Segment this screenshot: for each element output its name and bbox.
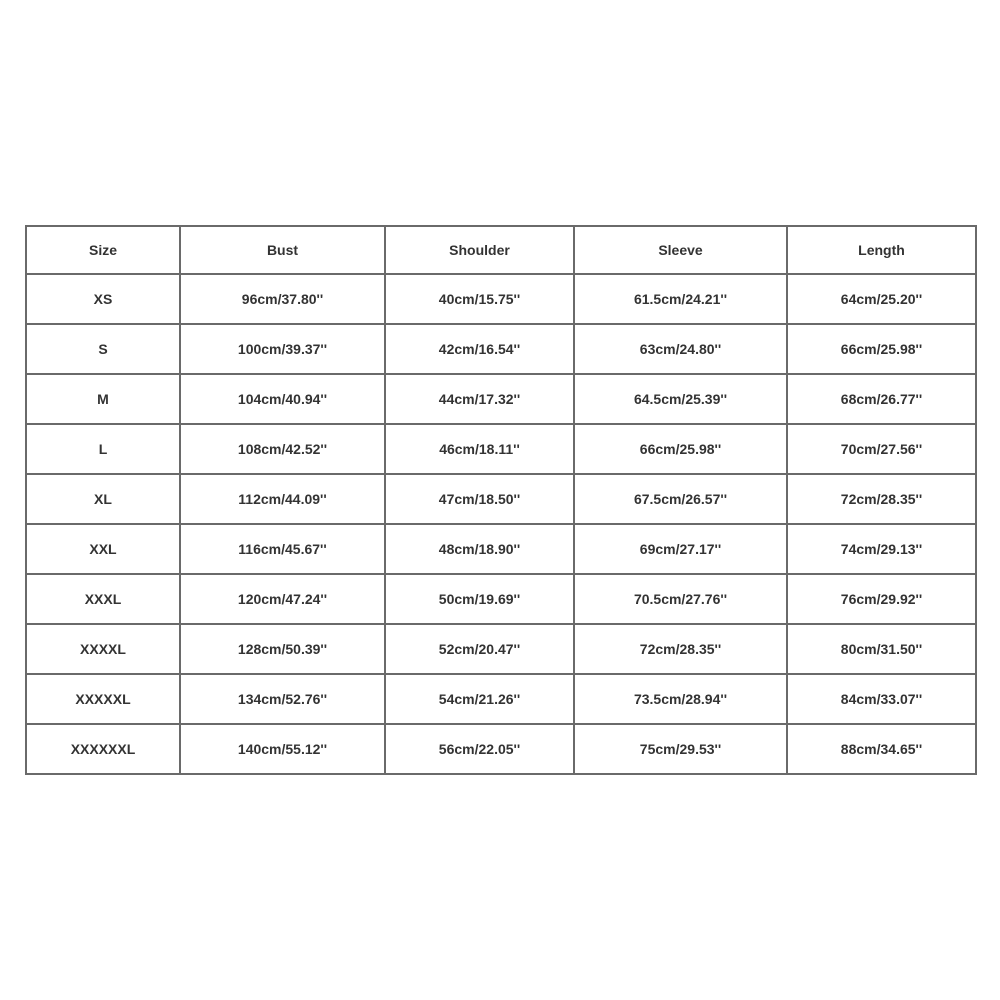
- cell-length: 70cm/27.56'': [787, 424, 976, 474]
- cell-sleeve: 63cm/24.80'': [574, 324, 787, 374]
- cell-length: 68cm/26.77'': [787, 374, 976, 424]
- cell-sleeve: 72cm/28.35'': [574, 624, 787, 674]
- size-chart-table: [25, 225, 977, 775]
- cell-sleeve: 66cm/25.98'': [574, 424, 787, 474]
- cell-shoulder: 40cm/15.75'': [385, 274, 574, 324]
- cell-length: 66cm/25.98'': [787, 324, 976, 374]
- cell-shoulder: 48cm/18.90'': [385, 524, 574, 574]
- cell-size: M: [26, 374, 180, 424]
- cell-bust: 96cm/37.80'': [180, 274, 385, 324]
- cell-shoulder: 54cm/21.26'': [385, 674, 574, 724]
- cell-bust: 104cm/40.94'': [180, 374, 385, 424]
- cell-size: XXXXXXL: [26, 724, 180, 774]
- column-header-sleeve: Sleeve: [574, 226, 787, 274]
- table-row: [26, 674, 976, 724]
- column-header-size: Size: [26, 226, 180, 274]
- table-row: [26, 524, 976, 574]
- cell-length: 64cm/25.20'': [787, 274, 976, 324]
- cell-bust: 134cm/52.76'': [180, 674, 385, 724]
- cell-size: L: [26, 424, 180, 474]
- cell-bust: 116cm/45.67'': [180, 524, 385, 574]
- cell-sleeve: 64.5cm/25.39'': [574, 374, 787, 424]
- cell-bust: 120cm/47.24'': [180, 574, 385, 624]
- cell-length: 74cm/29.13'': [787, 524, 976, 574]
- table-row: [26, 274, 976, 324]
- cell-sleeve: 67.5cm/26.57'': [574, 474, 787, 524]
- cell-shoulder: 42cm/16.54'': [385, 324, 574, 374]
- cell-size: XXXL: [26, 574, 180, 624]
- cell-length: 88cm/34.65'': [787, 724, 976, 774]
- table-row: [26, 574, 976, 624]
- cell-shoulder: 50cm/19.69'': [385, 574, 574, 624]
- table-row: [26, 724, 976, 774]
- column-header-bust: Bust: [180, 226, 385, 274]
- table-row: [26, 324, 976, 374]
- cell-shoulder: 52cm/20.47'': [385, 624, 574, 674]
- cell-shoulder: 47cm/18.50'': [385, 474, 574, 524]
- cell-length: 72cm/28.35'': [787, 474, 976, 524]
- table-row: [26, 374, 976, 424]
- cell-sleeve: 73.5cm/28.94'': [574, 674, 787, 724]
- cell-bust: 112cm/44.09'': [180, 474, 385, 524]
- cell-length: 84cm/33.07'': [787, 674, 976, 724]
- cell-length: 80cm/31.50'': [787, 624, 976, 674]
- cell-shoulder: 56cm/22.05'': [385, 724, 574, 774]
- cell-sleeve: 75cm/29.53'': [574, 724, 787, 774]
- cell-bust: 140cm/55.12'': [180, 724, 385, 774]
- table-row: [26, 624, 976, 674]
- cell-sleeve: 70.5cm/27.76'': [574, 574, 787, 624]
- table-row: [26, 474, 976, 524]
- cell-size: XXXXL: [26, 624, 180, 674]
- cell-sleeve: 69cm/27.17'': [574, 524, 787, 574]
- cell-size: XXXXXL: [26, 674, 180, 724]
- cell-shoulder: 46cm/18.11'': [385, 424, 574, 474]
- cell-bust: 100cm/39.37'': [180, 324, 385, 374]
- column-header-shoulder: Shoulder: [385, 226, 574, 274]
- cell-size: XL: [26, 474, 180, 524]
- cell-bust: 108cm/42.52'': [180, 424, 385, 474]
- header-row: [26, 226, 976, 274]
- cell-sleeve: 61.5cm/24.21'': [574, 274, 787, 324]
- cell-bust: 128cm/50.39'': [180, 624, 385, 674]
- cell-size: S: [26, 324, 180, 374]
- cell-length: 76cm/29.92'': [787, 574, 976, 624]
- cell-size: XS: [26, 274, 180, 324]
- cell-shoulder: 44cm/17.32'': [385, 374, 574, 424]
- column-header-length: Length: [787, 226, 976, 274]
- cell-size: XXL: [26, 524, 180, 574]
- table-row: [26, 424, 976, 474]
